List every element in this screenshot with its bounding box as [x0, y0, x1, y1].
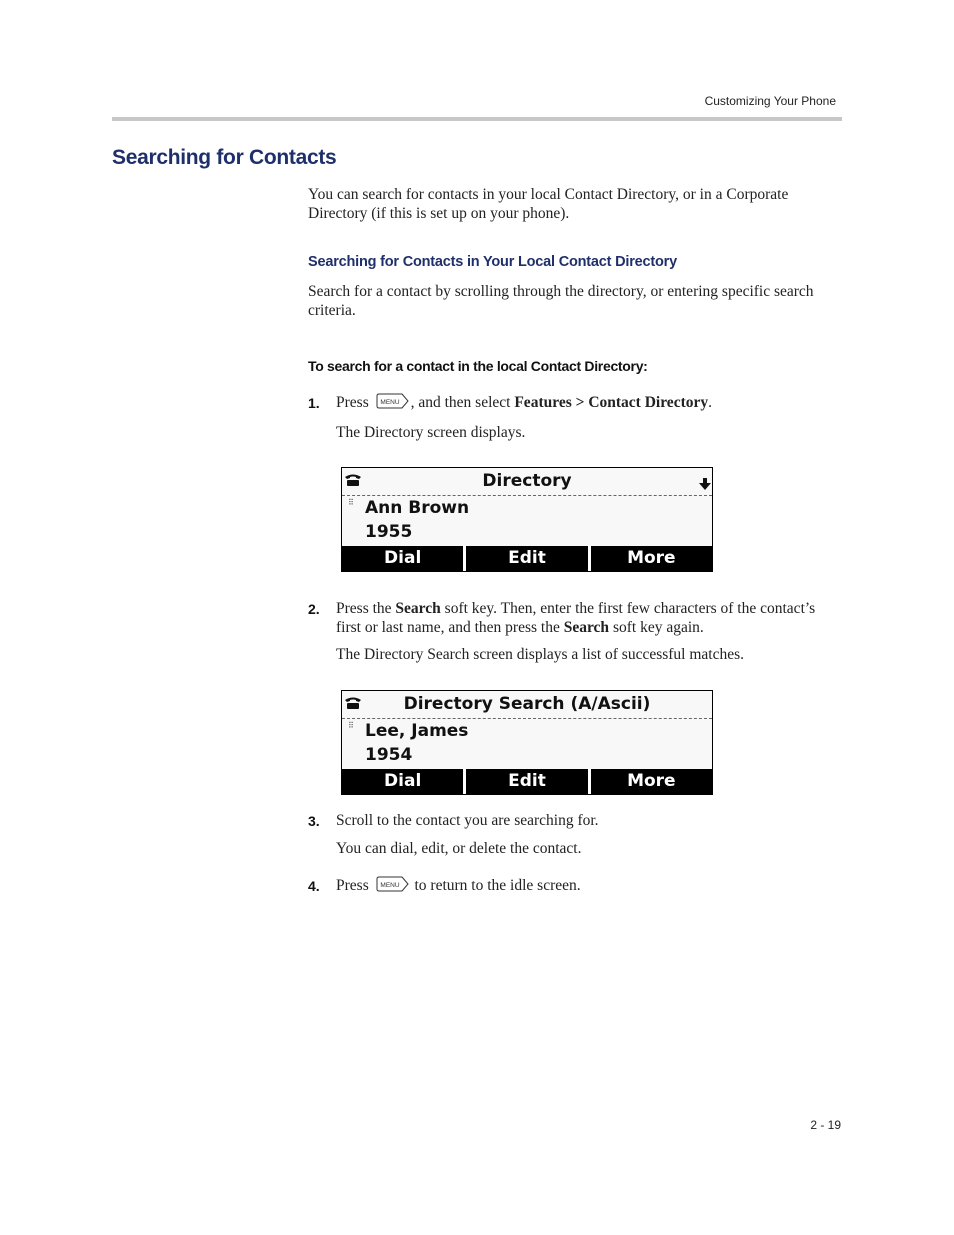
step-4-after-icon: to return to the idle screen.: [410, 877, 581, 894]
down-arrow-icon: [698, 477, 712, 491]
step-3-text: Scroll to the contact you are searching for.: [336, 812, 599, 829]
more-softkey[interactable]: More: [591, 546, 712, 571]
contact-number-row: [342, 520, 712, 544]
step-2-search-1: Search: [395, 600, 441, 617]
step-4-text: [336, 876, 826, 895]
header-rule: [112, 117, 842, 121]
contact-name-row[interactable]: [342, 496, 712, 520]
contact-name-row[interactable]: [342, 719, 712, 743]
contact-number-row: [342, 743, 712, 767]
step-3-result: You can dial, edit, or delete the contact.: [336, 840, 582, 857]
step-1-menu-path: Features > Contact Directory: [514, 394, 709, 411]
section-title: Searching for Contacts: [112, 146, 337, 169]
menu-key-icon: [375, 393, 409, 409]
contact-number: 1955: [365, 522, 413, 542]
step-number: 2.: [308, 601, 320, 617]
subsection-title: Searching for Contacts in Your Local Contact Directory: [308, 254, 677, 270]
section-intro: You can search for contacts in your local Contact Directory, or in a Corporate Directory (if this is set up on your phone).: [308, 186, 789, 222]
dial-softkey[interactable]: Dial: [342, 769, 463, 794]
step-2-result: The Directory Search screen displays a list of successful matches.: [336, 646, 745, 663]
directory-search-screen: [341, 690, 713, 795]
step-2-part-1: Press the: [336, 600, 396, 617]
screen-title: Directory: [482, 471, 572, 491]
edit-softkey[interactable]: Edit: [466, 769, 587, 794]
step-number: 4.: [308, 878, 320, 894]
step-4-press: Press: [336, 877, 369, 894]
menu-key-icon: [375, 876, 409, 892]
contact-name: Lee, James: [365, 721, 469, 741]
step-number: 3.: [308, 813, 320, 829]
step-2-search-2: Search: [563, 619, 610, 636]
contact-name: Ann Brown: [365, 498, 470, 518]
procedure-title: To search for a contact in the local Contact Directory:: [308, 358, 648, 374]
step-2-part-3: soft key again.: [609, 619, 704, 636]
step-2-text: [336, 599, 826, 637]
screen-title: Directory Search (A/Ascii): [403, 694, 651, 714]
step-2-part-2: soft key. Then, enter the first few characters of the contact’s first or last name, and then press the: [336, 600, 816, 636]
step-1-text: [336, 393, 826, 412]
softkey-bar: [342, 546, 712, 571]
more-softkey[interactable]: More: [591, 769, 712, 794]
grip-icon: ⠿: [348, 498, 354, 507]
step-1-after-icon: , and then select: [410, 394, 515, 411]
grip-icon: ⠿: [348, 721, 354, 730]
step-1-result: The Directory screen displays.: [336, 424, 526, 441]
edit-softkey[interactable]: Edit: [466, 546, 587, 571]
contact-number: 1954: [365, 745, 413, 765]
directory-screen: [341, 467, 713, 572]
running-head: Customizing Your Phone: [704, 94, 836, 108]
subsection-intro: Search for a contact by scrolling through the directory, or entering specific search criteria.: [308, 283, 814, 319]
softkey-bar: [342, 769, 712, 794]
step-number: 1.: [308, 395, 320, 411]
menu-key-label: MENU: [380, 399, 400, 407]
dial-softkey[interactable]: Dial: [342, 546, 463, 571]
page-number: 2 - 19: [810, 1118, 841, 1132]
step-1-press: Press: [336, 394, 369, 411]
step-1-end: .: [708, 394, 712, 411]
menu-key-label: MENU: [380, 882, 400, 890]
